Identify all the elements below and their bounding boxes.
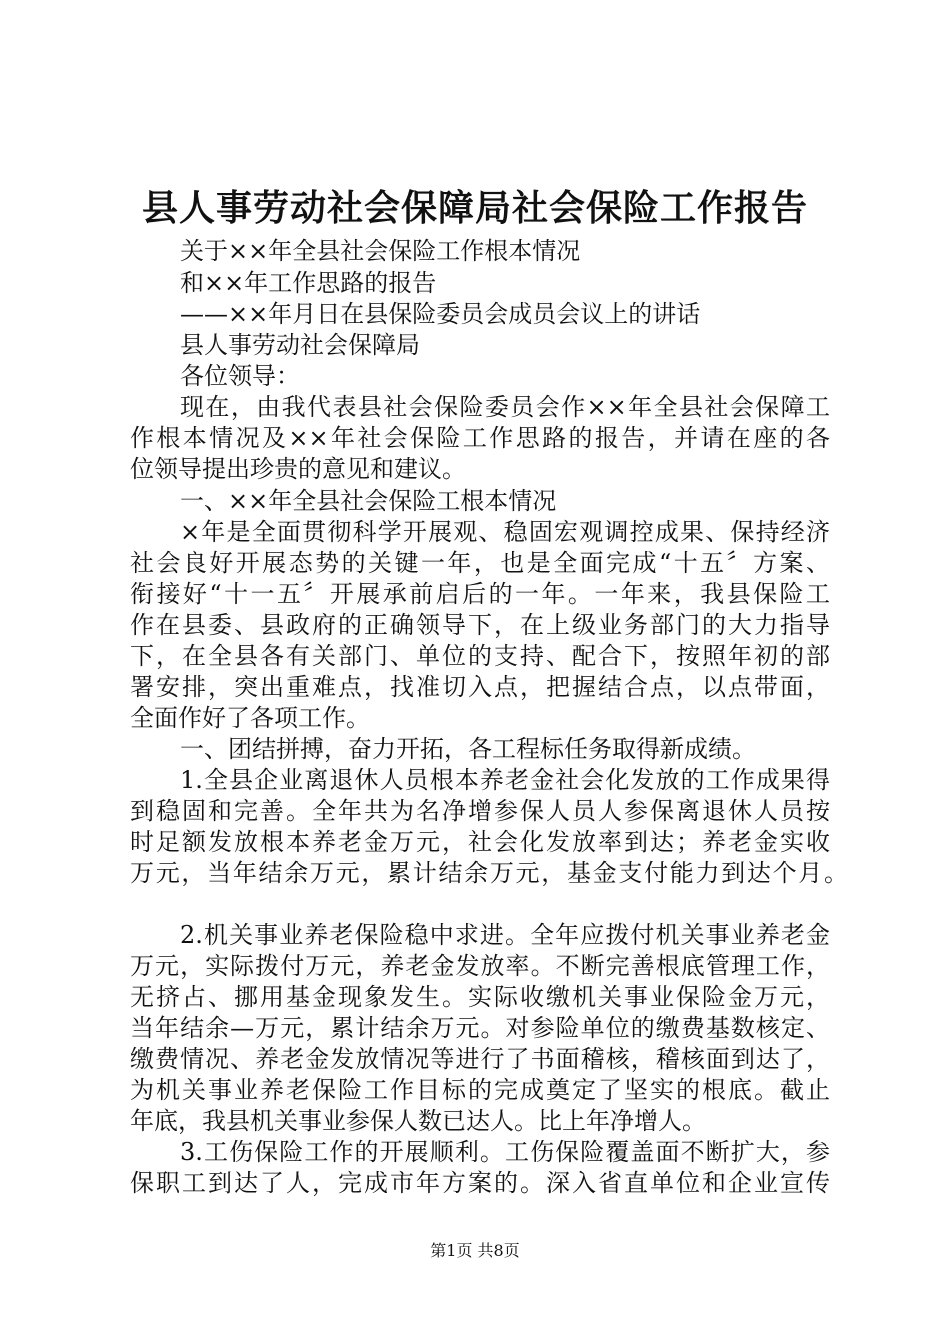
paragraph-line: 作根本情况及××年社会保险工作思路的报告，并请在座的各 xyxy=(130,424,830,452)
paragraph-line: 衔接好“十一五〞开展承前启后的一年。一年来，我县保险工 xyxy=(130,580,830,608)
paragraph-line: 时足额发放根本养老金万元，社会化发放率到达；养老金实收 xyxy=(130,828,830,856)
author-line: 县人事劳动社会保障局 xyxy=(180,331,420,359)
paragraph-line: 2.机关事业养老保险稳中求进。全年应拨付机关事业养老金 xyxy=(180,921,830,949)
paragraph-line: 万元，当年结余万元，累计结余万元，基金支付能力到达个月。 xyxy=(130,859,848,887)
paragraph-line: 3.工伤保险工作的开展顺利。工伤保险覆盖面不断扩大，参 xyxy=(180,1138,830,1166)
paragraph-line: 年底，我县机关事业参保人数已达人。比上年净增人。 xyxy=(130,1107,706,1135)
page-number: 第1页 共8页 xyxy=(430,1241,520,1260)
section-heading: 一、××年全县社会保险工根本情况 xyxy=(180,487,557,515)
subtitle-line: 和××年工作思路的报告 xyxy=(180,269,437,297)
paragraph-line: 作在县委、县政府的正确领导下，在上级业务部门的大力指导 xyxy=(130,611,830,639)
paragraph-line: 缴费情况、养老金发放情况等进行了书面稽核，稽核面到达了， xyxy=(130,1045,830,1073)
paragraph-line: 万元，实际拨付万元，养老金发放率。不断完善根底管理工作， xyxy=(130,952,830,980)
paragraph-line: 署安排，突出重难点，找准切入点，把握结合点，以点带面， xyxy=(130,673,830,701)
paragraph-line: 现在，由我代表县社会保险委员会作××年全县社会保障工 xyxy=(180,393,830,421)
paragraph-line: 下，在全县各有关部门、单位的支持、配合下，按照年初的部 xyxy=(130,642,830,670)
subtitle-line: 关于××年全县社会保险工作根本情况 xyxy=(180,237,581,265)
paragraph-line: ×年是全面贯彻科学开展观、稳固宏观调控成果、保持经济 xyxy=(180,518,830,546)
paragraph-line: 社会良好开展态势的关键一年，也是全面完成“十五〞方案、 xyxy=(130,549,830,577)
paragraph-line: 为机关事业养老保险工作目标的完成奠定了坚实的根底。截止 xyxy=(130,1076,830,1104)
paragraph-line: 保职工到达了人，完成市年方案的。深入省直单位和企业宣传 xyxy=(130,1169,830,1197)
paragraph-line: 无挤占、挪用基金现象发生。实际收缴机关事业保险金万元， xyxy=(130,983,830,1011)
paragraph-line: 当年结余—万元，累计结余万元。对参险单位的缴费基数核定、 xyxy=(130,1014,830,1042)
paragraph-line: 1.全县企业离退休人员根本养老金社会化发放的工作成果得 xyxy=(180,766,830,794)
section-heading: 一、团结拼搏，奋力开拓，各工程标任务取得新成绩。 xyxy=(180,735,756,763)
paragraph-line: 位领导提出珍贵的意见和建议。 xyxy=(130,455,466,483)
speech-occasion: ——××年月日在县保险委员会成员会议上的讲话 xyxy=(180,300,701,328)
paragraph-line: 全面作好了各项工作。 xyxy=(130,704,370,732)
salutation: 各位领导： xyxy=(180,362,300,390)
paragraph-line: 到稳固和完善。全年共为名净增参保人员人参保离退休人员按 xyxy=(130,797,830,825)
document-title: 县人事劳动社会保障局社会保险工作报告 xyxy=(141,187,808,229)
